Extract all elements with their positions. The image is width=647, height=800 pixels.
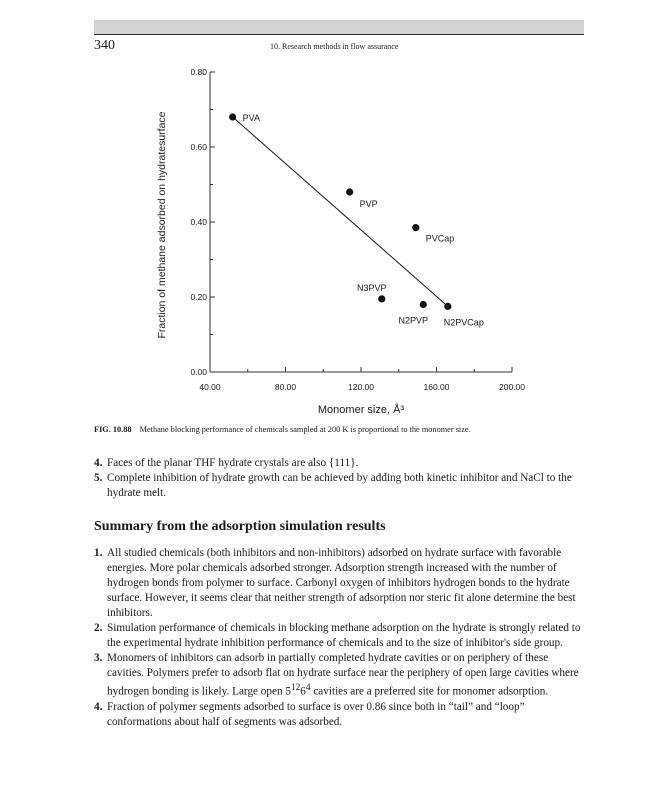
data-point-label: PVCap	[425, 233, 455, 244]
list-item	[94, 471, 584, 501]
y-tick-label: 0.80	[190, 67, 207, 77]
data-point	[444, 303, 451, 310]
x-tick-label: 160.00	[423, 382, 450, 392]
list-item	[94, 651, 584, 700]
figure-caption-text: Methane blocking performance of chemicals sampled at 200 K is proportional to the monomer size.	[139, 425, 471, 434]
data-point	[378, 295, 385, 302]
list-item-text: Monomers of inhibitors can adsorb in partially completed hydrate cavities or on periphery of these cavities. Polymers prefer to adsorb flat on hydrate surface near the periphery of open large cavities where hydrogen bonding is likely. Large open 5	[107, 652, 579, 698]
data-point-label: N3PVP	[357, 282, 387, 293]
list-item-text: Complete inhibition of hydrate growth can be achieved by adding both kinetic inhibitor and NaCl to the hydrate melt.	[107, 472, 572, 499]
list-item-text: All studied chemicals (both inhibitors and non-inhibitors) adsorbed on hydrate surface with favorable energies. More polar chemicals adsorbed stronger. Adsorption strength increased with the number of hydrogen bonds from polymer to surface. Carbonyl oxygen of inhibitors hydrogen bonds to the hydrate surface. However, it seems clear that neither strength of adsorption nor steric fit alone determine the best inhibitors.	[107, 547, 576, 619]
superscript: 12	[290, 683, 301, 693]
x-tick-label: 40.00	[199, 382, 221, 392]
data-point	[412, 224, 419, 231]
y-tick-label: 0.40	[190, 217, 207, 227]
x-axis-label: Monomer size, Å³	[317, 404, 405, 416]
list-item-text: 6	[300, 685, 306, 698]
list-item	[94, 621, 584, 651]
data-point-label: N2PVCap	[443, 317, 484, 328]
section-heading: Summary from the adsorption simulation results	[94, 519, 386, 534]
data-point-label: PVP	[359, 199, 378, 209]
x-tick-label: 80.00	[274, 382, 297, 392]
list-item	[94, 546, 584, 621]
list-item	[94, 456, 584, 471]
running-head: 10. Research methods in flow assurance	[270, 42, 399, 51]
trend-line	[233, 117, 448, 306]
data-point	[346, 188, 353, 195]
list-item-number: 4.	[94, 700, 103, 713]
summary-list	[94, 546, 584, 730]
data-point	[229, 113, 236, 120]
list-item-number: 2.	[94, 622, 103, 634]
page-number: 340	[94, 38, 115, 53]
data-point-label: N2PVP	[398, 315, 429, 326]
list-item-number: 4.	[94, 457, 103, 469]
superscript: 4	[305, 683, 311, 693]
list-item-number: 1.	[94, 547, 103, 559]
figure-label: FIG. 10.88	[94, 425, 132, 434]
figure-caption	[94, 425, 584, 434]
list-item-text: cavities are a preferred site for monomer adsorption.	[310, 685, 549, 698]
list-item-text: Fraction of polymer segments adsorbed to surface is over 0.86 since both in “tail” and “loop” conformations about half of segments was adsorbed.	[107, 700, 525, 728]
list-item-number: 3.	[94, 652, 103, 664]
y-tick-label: 0.60	[190, 142, 207, 152]
x-tick-label: 120.00	[348, 382, 374, 392]
y-tick-label: 0.00	[190, 367, 207, 377]
intro-list	[94, 456, 584, 501]
data-point	[420, 301, 427, 308]
list-item	[94, 700, 584, 730]
list-item-number: 5.	[94, 472, 103, 484]
y-axis-label: Fraction of methane adsorbed on hydratesurface	[156, 111, 168, 339]
list-item-text: Simulation performance of chemicals in blocking methane adsorption on the hydrate is strongly related to the experimental hydrate inhibition performance of chemicals and to the size of inhibitor's side group.	[107, 622, 581, 649]
x-tick-label: 200.00	[499, 382, 525, 392]
list-item-text: Faces of the planar THF hydrate crystals are also {111}.	[107, 457, 359, 469]
y-tick-label: 0.20	[190, 292, 207, 302]
data-point-label: PVA	[242, 113, 260, 123]
